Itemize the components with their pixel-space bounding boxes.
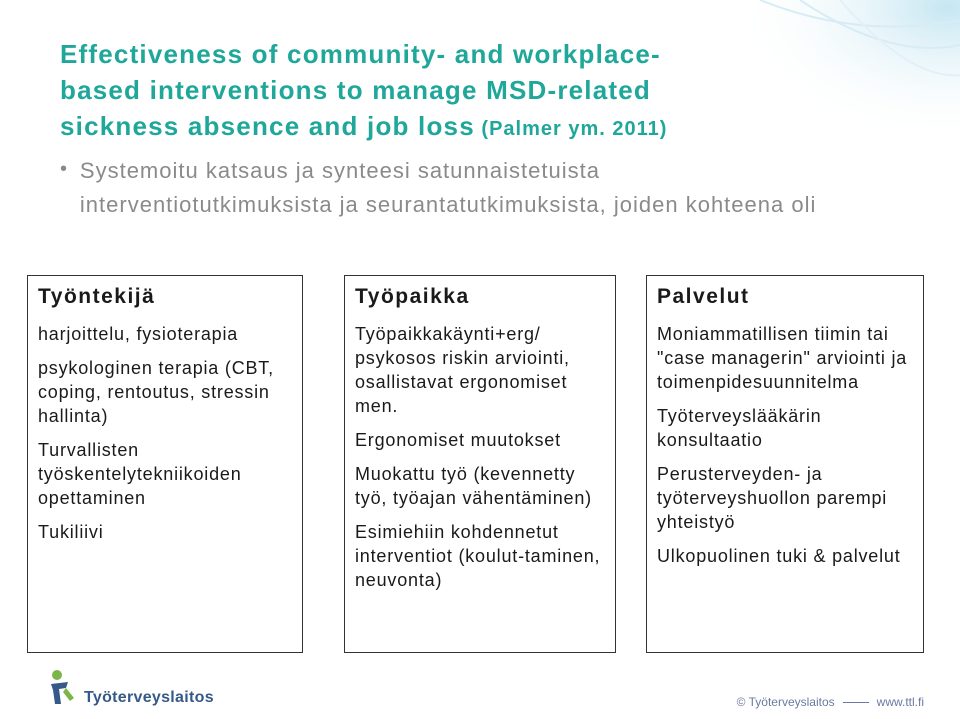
list-item: Esimiehiin kohdennetut interventiot (koulut-taminen, neuvonta) [355, 522, 601, 590]
list-item: Moniammatillisen tiimin tai "case managerin" arviointi ja toimenpidesuunnitelma [657, 324, 908, 392]
ttl-figure-logo-icon [48, 668, 78, 708]
slide-title [60, 36, 800, 147]
column-heading: Työntekijä [38, 285, 156, 308]
slide-footer [737, 695, 924, 709]
title-citation: (Palmer ym. 2011) [474, 118, 668, 140]
title-line-3: sickness absence and job loss [60, 111, 475, 141]
list-item: Ulkopuolinen tuki & palvelut [657, 546, 901, 566]
column-heading: Työpaikka [355, 285, 470, 308]
column-palvelut [646, 275, 924, 653]
column-tyontekija [27, 275, 303, 653]
list-item: Työterveyslääkärin konsultaatio [657, 406, 822, 450]
list-item: psykologinen terapia (CBT, coping, rentoutus, stressin hallinta) [38, 358, 274, 426]
column-tyopaikka [344, 275, 616, 653]
footer-copyright: © Työterveyslaitos [736, 695, 835, 709]
logo-text: Työterveyslaitos [84, 689, 214, 706]
list-item: Turvallisten työskentelytekniikoiden opettaminen [38, 440, 242, 508]
bullet-dot-icon: • [60, 158, 68, 180]
title-line-2: based interventions to manage MSD-related [60, 75, 651, 105]
list-item: Työpaikkakäynti+erg/ psykosos riskin arviointi, osallistavat ergonomiset men. [355, 324, 570, 416]
list-item: harjoittelu, fysioterapia [38, 324, 239, 344]
intro-bullet [60, 154, 820, 222]
list-item: Ergonomiset muutokset [355, 430, 561, 450]
list-item: Tukiliivi [38, 522, 104, 542]
list-item: Perusterveyden- ja työterveyshuollon parempi yhteistyö [657, 464, 888, 532]
title-line-1: Effectiveness of community- and workplace- [60, 39, 661, 69]
intro-text: Systemoitu katsaus ja synteesi satunnaistetuista interventiotutkimuksista ja seurantatutkimuksista, joiden kohteena oli [79, 158, 817, 217]
footer-separator [843, 702, 869, 703]
list-item: Muokattu työ (kevennetty työ, työajan vähentäminen) [355, 464, 592, 508]
footer-url[interactable]: www.ttl.fi [876, 695, 924, 709]
organization-logo [48, 668, 214, 708]
column-heading: Palvelut [657, 285, 750, 308]
